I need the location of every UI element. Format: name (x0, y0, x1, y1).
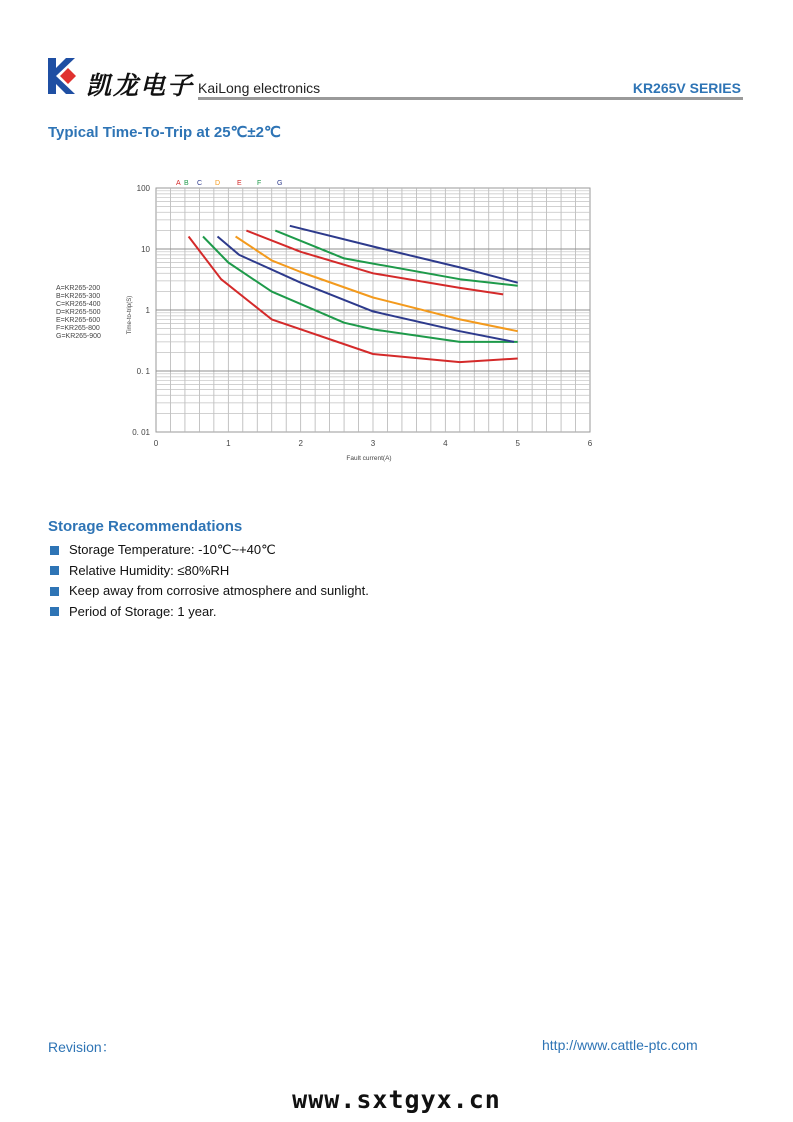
series-key-g: G (277, 180, 283, 187)
chart-section-title: Typical Time-To-Trip at 25℃±2℃ (48, 124, 281, 141)
y-axis-label: Time-to-trip(S) (127, 295, 133, 335)
legend-entry: B=KR265-300 (56, 293, 101, 300)
storage-section-title: Storage Recommendations (48, 518, 243, 535)
watermark-text: www.sxtgyx.cn (292, 1085, 501, 1114)
series-key-c: C (197, 180, 203, 187)
website-link[interactable]: http://www.cattle-ptc.com (542, 1037, 698, 1053)
legend-entry: G=KR265-900 (56, 333, 101, 340)
y-tick-label: 10 (141, 245, 150, 254)
header-divider (198, 97, 743, 100)
x-tick-label: 3 (370, 439, 376, 448)
storage-item-text: Relative Humidity: ≤80%RH (69, 562, 230, 578)
revision-label: Revision： (48, 1039, 116, 1055)
storage-item-period (50, 602, 369, 623)
x-tick-label: 4 (443, 439, 448, 448)
company-name-chinese: 凯龙电子 (86, 71, 195, 100)
square-bullet-icon (50, 587, 59, 596)
series-key-b: B (184, 180, 189, 187)
series-key-d: D (215, 180, 221, 187)
series-label: KR265V SERIES (632, 80, 741, 96)
x-axis-label: Fault current(A) (346, 455, 392, 462)
x-tick-label: 0 (153, 439, 159, 448)
square-bullet-icon (50, 546, 59, 555)
legend-entry: D=KR265-500 (56, 309, 101, 316)
legend-entry: F=KR265-800 (56, 325, 100, 332)
storage-item-text: Period of Storage: 1 year. (69, 603, 217, 619)
series-key-f: F (257, 180, 262, 187)
x-tick-label: 6 (587, 439, 593, 448)
storage-item-text: Storage Temperature: -10℃~+40℃ (69, 542, 276, 557)
square-bullet-icon (50, 607, 59, 616)
square-bullet-icon (50, 566, 59, 575)
storage-item-environment (50, 581, 369, 602)
x-tick-label: 1 (226, 439, 231, 448)
y-tick-label: 1 (145, 306, 150, 315)
y-tick-label: 0. 1 (136, 367, 150, 376)
storage-list (50, 540, 369, 622)
company-name-english: KaiLong electronics (198, 80, 321, 96)
y-tick-label: 0. 01 (132, 428, 150, 437)
x-tick-label: 5 (515, 439, 520, 448)
storage-item-temperature (50, 540, 369, 561)
y-tick-label: 100 (136, 184, 150, 193)
kailong-logo-icon (48, 58, 78, 94)
x-tick-label: 2 (298, 439, 303, 448)
time-to-trip-chart (40, 168, 620, 468)
storage-item-text: Keep away from corrosive atmosphere and sunlight. (69, 583, 369, 598)
series-key-e: E (237, 180, 242, 187)
legend-entry: A=KR265-200 (56, 285, 101, 292)
legend-entry: E=KR265-600 (56, 317, 101, 324)
series-key-a: A (176, 180, 181, 187)
storage-item-humidity (50, 561, 369, 582)
legend-entry: C=KR265-400 (56, 301, 101, 308)
